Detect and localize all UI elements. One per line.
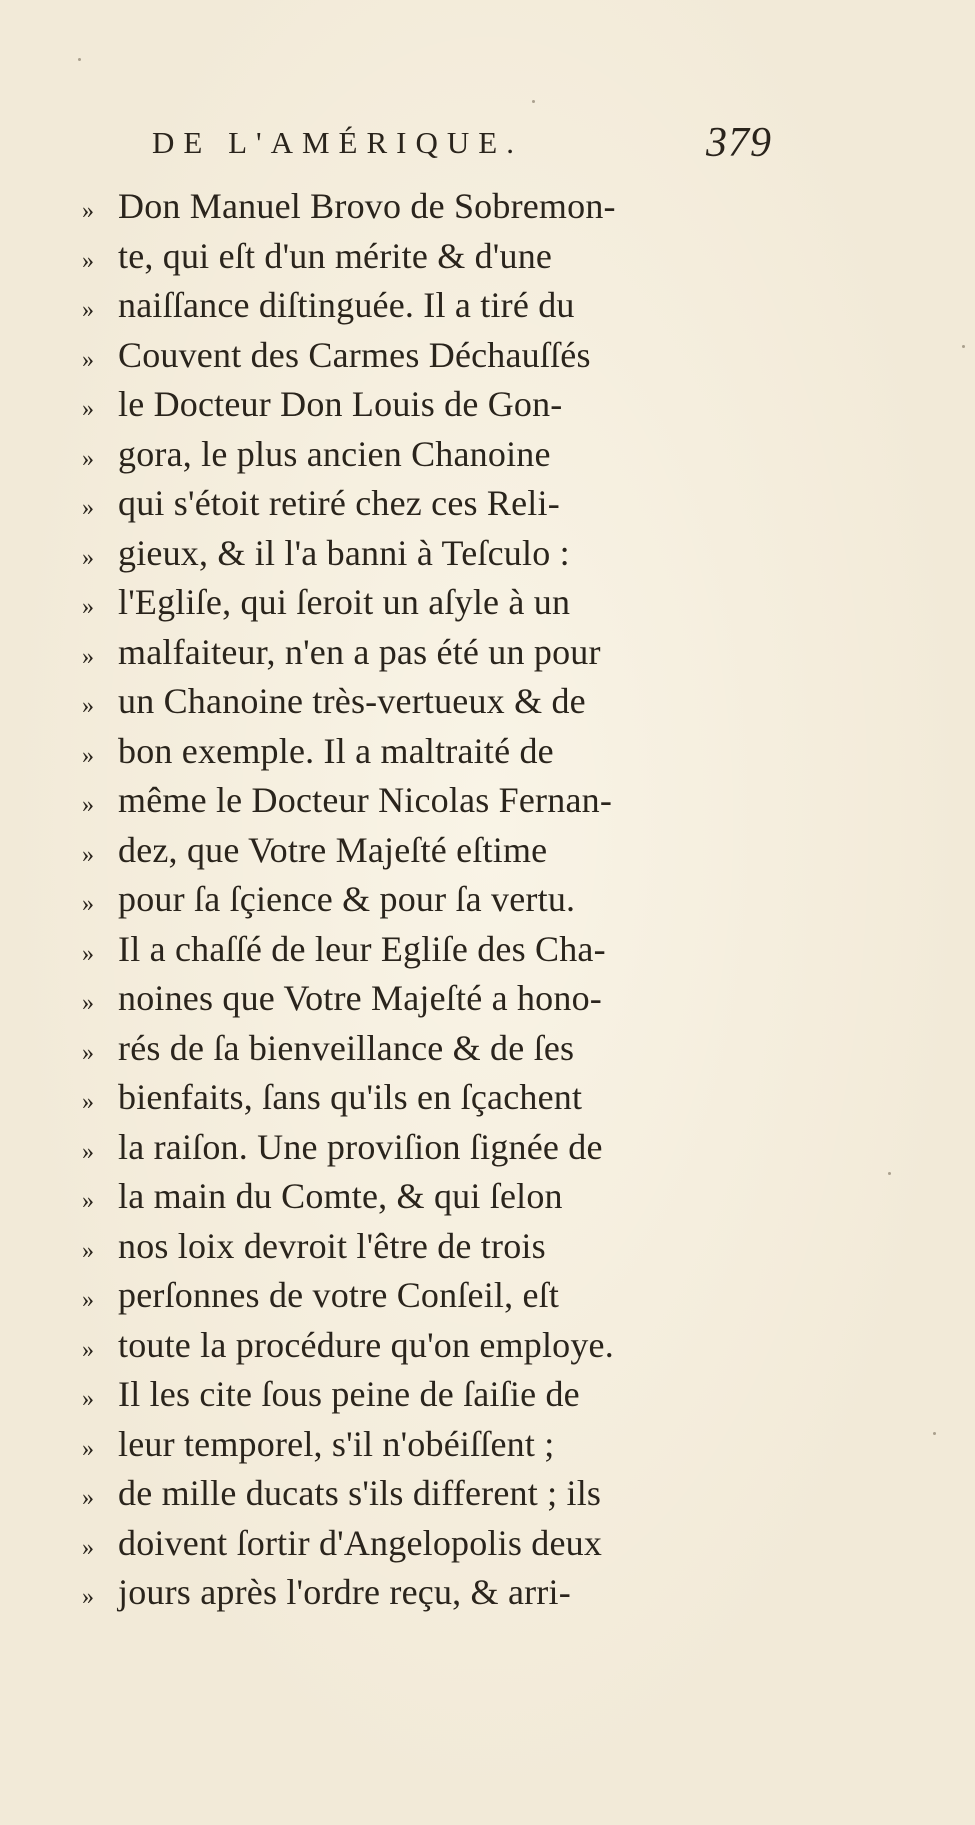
line-text: pour ſa ſçience & pour ſa vertu. xyxy=(118,879,576,919)
quote-mark: » xyxy=(82,247,94,274)
quote-mark: » xyxy=(82,1534,94,1561)
text-line xyxy=(82,925,782,975)
text-line xyxy=(82,1420,782,1470)
quote-mark: » xyxy=(82,940,94,967)
line-text: toute la procédure qu'on employe. xyxy=(118,1324,614,1365)
line-text: dez, que Votre Majeſté eſtime xyxy=(118,829,548,870)
paper-speck xyxy=(933,1432,936,1435)
body-text xyxy=(82,182,782,1618)
running-title: DE L'AMÉRIQUE. xyxy=(152,125,523,160)
quote-mark: » xyxy=(82,1188,94,1214)
text-line xyxy=(82,1172,782,1222)
line-text: leur temporel, s'il n'obéiſſent ; xyxy=(118,1423,555,1464)
line-text: de mille ducats s'ils different ; ils xyxy=(118,1473,602,1513)
text-line xyxy=(82,776,782,826)
quote-mark: » xyxy=(82,396,94,422)
quote-mark: » xyxy=(82,1336,94,1363)
line-text: la raiſon. Une proviſion ſignée de xyxy=(118,1126,603,1167)
text-line xyxy=(82,1321,782,1371)
text-line xyxy=(82,727,782,777)
quote-mark: » xyxy=(82,1386,94,1412)
text-line xyxy=(82,529,782,579)
line-text: doivent ſortir d'Angelopolis deux xyxy=(118,1522,603,1563)
quote-mark: » xyxy=(82,792,94,818)
line-text: la main du Comte, & qui ſelon xyxy=(118,1176,563,1216)
text-line xyxy=(82,182,782,232)
page-number: 379 xyxy=(706,120,772,166)
line-text: gora, le plus ancien Chanoine xyxy=(118,433,551,474)
line-text: perſonnes de votre Conſeil, eſt xyxy=(118,1275,560,1315)
paper-speck xyxy=(532,100,535,103)
quote-mark: » xyxy=(82,742,94,769)
text-line xyxy=(82,1519,782,1569)
line-text: qui s'étoit retiré chez ces Reli- xyxy=(118,483,560,523)
paper-speck xyxy=(78,58,81,61)
text-line xyxy=(82,232,782,282)
text-line xyxy=(82,677,782,727)
text-line xyxy=(82,1123,782,1173)
quote-mark: » xyxy=(82,1287,94,1313)
line-text: nos loix devroit l'être de trois xyxy=(118,1225,546,1266)
text-line xyxy=(82,331,782,381)
quote-mark: » xyxy=(82,693,94,719)
line-text: naiſſance diſtinguée. Il a tiré du xyxy=(118,285,575,325)
text-line xyxy=(82,1073,782,1123)
quote-mark: » xyxy=(82,346,94,373)
line-text: gieux, & il l'a banni à Teſculo : xyxy=(118,532,570,573)
text-line xyxy=(82,875,782,925)
quote-mark: » xyxy=(82,445,94,472)
line-text: bienfaits, ſans qu'ils en ſçachent xyxy=(118,1077,583,1117)
paper-speck xyxy=(888,1172,891,1175)
quote-mark: » xyxy=(82,1237,94,1264)
text-line xyxy=(82,1271,782,1321)
line-text: l'Egliſe, qui ſeroit un aſyle à un xyxy=(118,582,571,622)
line-text: bon exemple. Il a maltraité de xyxy=(118,730,554,771)
line-text: jours après l'ordre reçu, & arri- xyxy=(118,1572,571,1612)
quote-mark: » xyxy=(82,495,94,521)
line-text: un Chanoine très-vertueux & de xyxy=(118,681,586,721)
text-line xyxy=(82,578,782,628)
text-line xyxy=(82,1222,782,1272)
line-text: noines que Votre Majeſté a hono- xyxy=(118,978,602,1018)
quote-mark: » xyxy=(82,1485,94,1511)
quote-mark: » xyxy=(82,891,94,917)
line-text: rés de ſa bienveillance & de ſes xyxy=(118,1027,575,1068)
line-text: Il les cite ſous peine de ſaiſie de xyxy=(118,1374,580,1414)
quote-mark: » xyxy=(82,1039,94,1066)
text-line xyxy=(82,479,782,529)
page-header xyxy=(152,118,772,168)
text-line xyxy=(82,430,782,480)
line-text: Il a chaſſé de leur Egliſe des Cha- xyxy=(118,928,606,969)
text-line xyxy=(82,281,782,331)
quote-mark: » xyxy=(82,594,94,620)
quote-mark: » xyxy=(82,1435,94,1462)
text-line xyxy=(82,1568,782,1618)
text-line xyxy=(82,974,782,1024)
line-text: le Docteur Don Louis de Gon- xyxy=(118,384,563,424)
quote-mark: » xyxy=(82,297,94,323)
text-line xyxy=(82,1469,782,1519)
line-text: te, qui eſt d'un mérite & d'une xyxy=(118,235,553,276)
text-line xyxy=(82,380,782,430)
quote-mark: » xyxy=(82,198,94,224)
text-line xyxy=(82,1024,782,1074)
line-text: même le Docteur Nicolas Fernan- xyxy=(118,780,613,820)
quote-mark: » xyxy=(82,1584,94,1610)
text-line xyxy=(82,628,782,678)
paper-speck xyxy=(962,345,965,348)
text-line xyxy=(82,826,782,876)
line-text: malfaiteur, n'en a pas été un pour xyxy=(118,631,601,672)
quote-mark: » xyxy=(82,1089,94,1115)
quote-mark: » xyxy=(82,841,94,868)
quote-mark: » xyxy=(82,544,94,571)
line-text: Don Manuel Brovo de Sobremon- xyxy=(118,186,616,226)
quote-mark: » xyxy=(82,1138,94,1165)
quote-mark: » xyxy=(82,990,94,1016)
text-line xyxy=(82,1370,782,1420)
line-text: Couvent des Carmes Déchauſſés xyxy=(118,334,591,375)
quote-mark: » xyxy=(82,643,94,670)
